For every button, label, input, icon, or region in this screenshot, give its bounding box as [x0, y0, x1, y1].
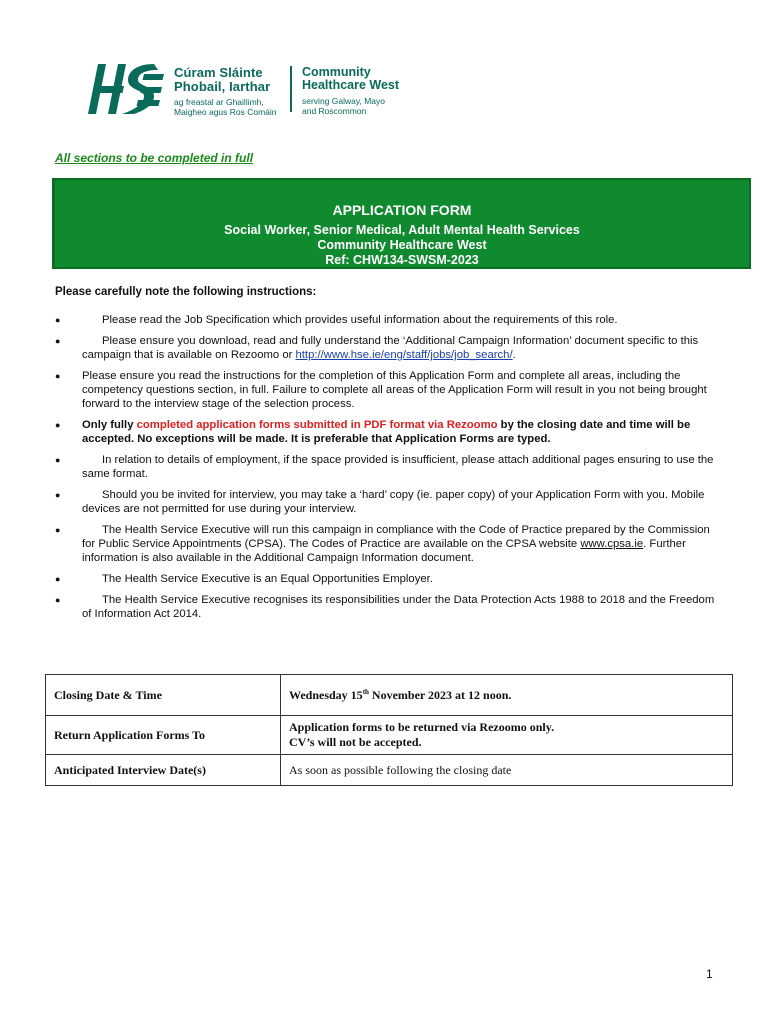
list-item	[55, 572, 720, 586]
list-item	[55, 418, 720, 446]
closing-date-suffix: th	[362, 687, 369, 696]
list-item	[55, 369, 720, 411]
key-dates-table	[45, 674, 733, 786]
pdf-rezoomo-emphasis: completed application forms submitted in PDF format via Rezoomo	[136, 419, 498, 431]
bullet-icon: ●	[55, 420, 61, 430]
table-row	[46, 755, 733, 786]
header-logos	[84, 58, 444, 120]
bullet-text: Please read the Job Specification which provides useful information about the requirements of this role.	[102, 314, 618, 326]
bullet-text: The Health Service Executive recognises its responsibilities under the Data Protection Acts 1988 to 2018 and the Freedom of Information Act 2014.	[82, 594, 715, 620]
bullet-text: The Health Service Executive is an Equal Opportunities Employer.	[102, 573, 433, 585]
list-item	[55, 593, 720, 621]
chw-sub-line1: serving Galway, Mayo	[302, 96, 385, 106]
return-forms-line2: CV’s will not be accepted.	[289, 735, 422, 749]
interview-date-label: Anticipated Interview Date(s)	[46, 755, 281, 786]
closing-date-value	[281, 675, 733, 716]
bullet-icon: ●	[55, 455, 61, 465]
bullet-icon: ●	[55, 490, 61, 500]
list-item	[55, 334, 720, 362]
bullet-text: Only fully	[82, 419, 137, 431]
org-name-line1: Cúram Sláinte	[174, 65, 263, 80]
banner-ref: Ref: CHW134-SWSM-2023	[325, 253, 479, 267]
banner-org: Community Healthcare West	[317, 238, 487, 252]
instructions-list	[55, 313, 720, 628]
org-sub-line1: ag freastal ar Ghaillimh,	[174, 97, 264, 107]
closing-date-day: Wednesday 15	[289, 687, 363, 702]
closing-date-label: Closing Date & Time	[46, 675, 281, 716]
bullet-icon: ●	[55, 595, 61, 605]
bullet-text-end: .	[512, 349, 516, 361]
bullet-text: In relation to details of employment, if the space provided is insufficient, please attach additional pages ensuring to use the same format.	[82, 454, 714, 480]
bullet-icon: ●	[55, 574, 61, 584]
list-item	[55, 523, 720, 565]
banner-title: APPLICATION FORM	[332, 202, 472, 218]
list-item	[55, 313, 720, 327]
bullet-text: The Health Service Executive will run this campaign in compliance with the Code of Practice prepared by the Commission for Public Service Appointments (CPSA). The Codes of Practice are available on the CPSA website	[82, 524, 710, 550]
return-forms-label: Return Application Forms To	[46, 716, 281, 755]
bullet-icon: ●	[55, 525, 61, 535]
chw-name-line1: Community	[302, 65, 371, 79]
bullet-text: Should you be invited for interview, you may take a ‘hard’ copy (ie. paper copy) of your Application Form with you. Mobile devices are not permitted for use during your interview.	[82, 489, 705, 515]
return-forms-line1: Application forms to be returned via Rezoomo only.	[289, 720, 555, 734]
chw-org-name	[302, 66, 399, 116]
chw-sub-line2: and Roscommon	[302, 106, 367, 116]
bullet-text-end: . Further information is also available in the Additional Campaign Information document.	[82, 538, 686, 564]
bullet-icon: ●	[55, 371, 61, 381]
hse-logo-icon	[84, 60, 166, 118]
org-sub-line2: Maigheo agus Ros Comáin	[174, 107, 277, 117]
bullet-text: Please ensure you download, read and fully understand the ‘Additional Campaign Information’ document specific to this campaign that is available on Rezoomo or	[82, 335, 699, 361]
hse-jobs-link[interactable]: http://www.hse.ie/eng/staff/jobs/job_search/	[295, 349, 513, 361]
cpsa-link[interactable]: www.cpsa.ie	[580, 538, 644, 550]
chw-name-line2: Healthcare West	[302, 78, 400, 92]
list-item	[55, 453, 720, 481]
table-row	[46, 716, 733, 755]
org-name-line2: Phobail, Iarthar	[174, 79, 271, 94]
banner-role: Social Worker, Senior Medical, Adult Mental Health Services	[224, 223, 580, 237]
hse-org-name	[174, 66, 277, 117]
bullet-icon: ●	[55, 336, 61, 346]
bullet-icon: ●	[55, 315, 61, 325]
page-number: 1	[706, 967, 713, 981]
table-row	[46, 675, 733, 716]
logo-divider	[290, 66, 292, 112]
closing-date-rest: November 2023 at 12 noon.	[368, 687, 512, 702]
application-form-banner	[52, 178, 751, 269]
interview-date-value: As soon as possible following the closing date	[281, 755, 733, 786]
list-item	[55, 488, 720, 516]
instructions-heading: Please carefully note the following instructions:	[55, 286, 317, 298]
return-forms-value	[281, 716, 733, 755]
bullet-text: Please ensure you read the instructions for the completion of this Application Form and complete all areas, including the competency questions section, in full. Failure to complete all areas of the Application Form will result in you not being brought forward to the interview stage of the selection process.	[82, 370, 707, 410]
complete-in-full-note: All sections to be completed in full	[55, 151, 254, 165]
bullet-text-end: by the closing date and time will be accepted. No exceptions will be made. It is preferable that Application Forms are typed.	[82, 419, 691, 445]
